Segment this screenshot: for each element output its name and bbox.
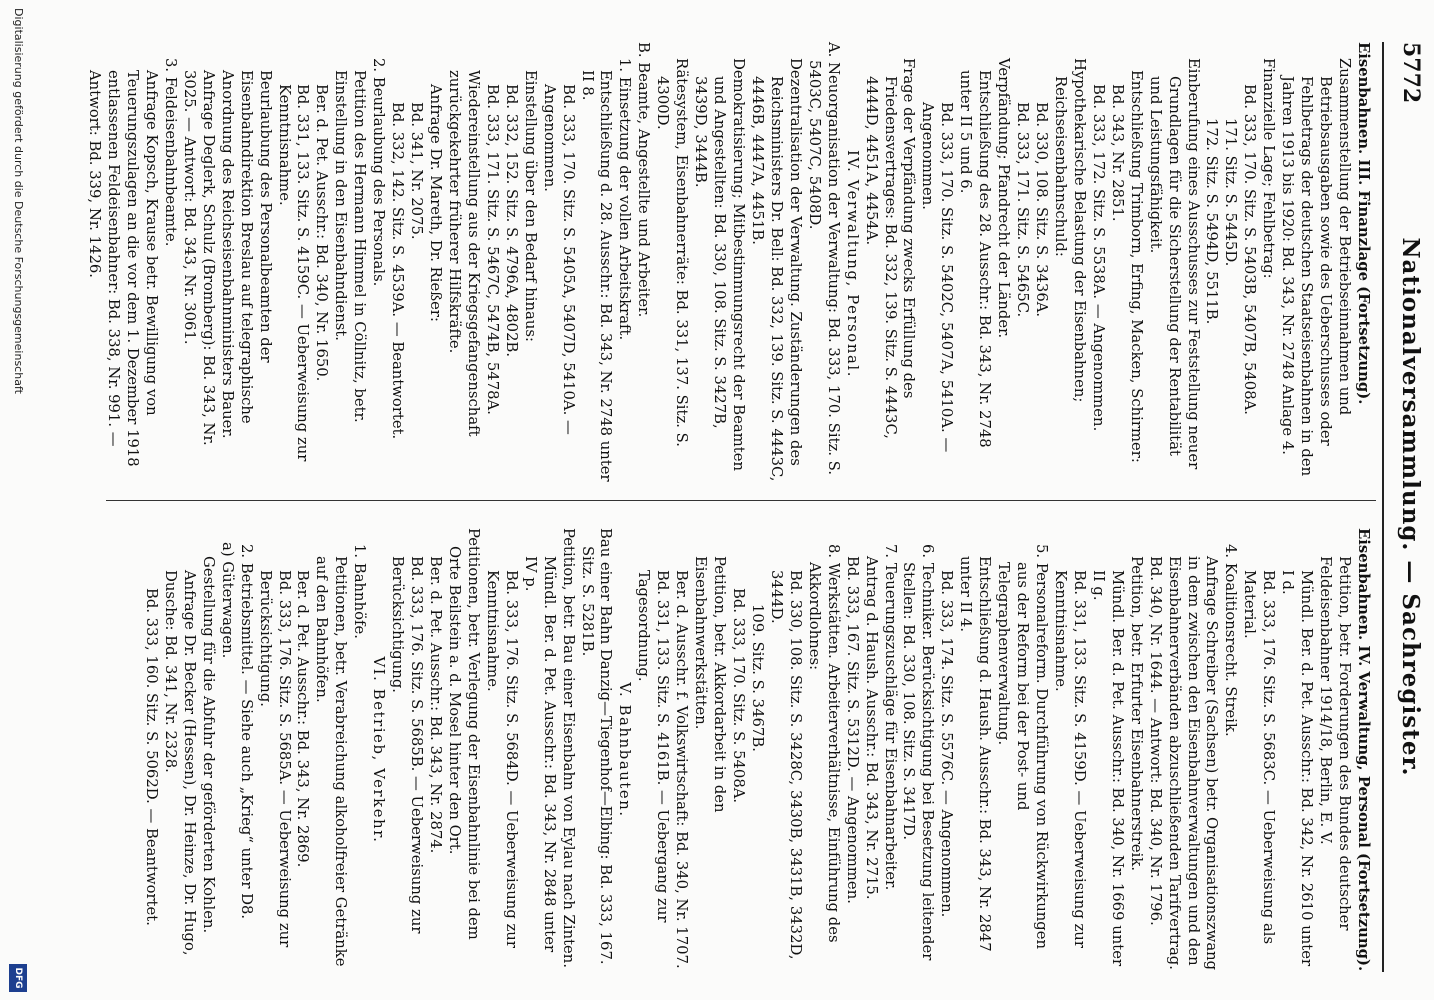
index-entry: Bd. 330, 108. Sitz. S. 3428C, 3430B, 3431B, 3432D, 3444D.: [767, 570, 804, 960]
index-entry: Zusammenstellung der Betriebseinnahmen und Betriebsausgaben sowie des Ueberschusses oder Fehlbetrags der deutschen Staatseisenbahnen in den Jahren 1913 bis 1920: Bd. 343, Nr. 2748 Anlage 4.: [1279, 58, 1354, 477]
index-entry: Verpfändung; Pfandrecht der Länder.: [995, 58, 1013, 339]
index-entry: Bd. 333, 176. Sitz. S. 5684D. — Ueberweisung zur Kenntnisnahme.: [483, 570, 520, 948]
index-entry: Petition, betr. Erfurter Eisenbahnerstreik.: [1127, 556, 1145, 872]
index-entry: Anfrage Deglerk, Schulz (Bromberg): Bd. 343, Nr. 3025. — Antwort: Bd. 343, Nr. 3061.: [180, 70, 217, 446]
index-entry: 109. Sitz. S. 3467B.: [749, 604, 766, 752]
index-entry: Entschließung des 28. Ausschr.: Bd. 343, Nr. 2748 unter II 5 und 6.: [957, 70, 994, 448]
page-header: [1388, 42, 1428, 972]
column-divider: [106, 500, 1376, 501]
index-entry: Mündl. Ber. d. Pet. Ausschr.: Bd. 343, Nr. 2848 unter IV p.: [521, 556, 558, 953]
index-entry: Petitionen, betr. Verlegung der Eisenbahnlinie bei dem Orte Beilstein a. d. Mosel hinter den Ort.: [446, 528, 482, 940]
index-entry: Bd. 333, 171. Sitz. S. 5467C, 5474B, 5478A.: [483, 84, 501, 415]
index-entry: Ber. d. Ausschr. f. Volkswirtschaft: Bd. 340, Nr. 1707.: [673, 570, 691, 969]
index-entry: 5. Personalreform. Durchführung von Rückwirkungen aus der Reform bei der Post- und Telegraphenverwaltung.: [995, 544, 1051, 950]
index-entry: Bau einer Bahn Danzig—Tiegenhof—Elbing: Bd. 333, 167. Sitz. S. 5281B.: [578, 528, 615, 965]
index-entry: Eisenbahnen. III. Finanzlage (Fortsetzung).: [1355, 42, 1372, 405]
index-entry: Anfrage Dr. Becker (Hessen), Dr. Heinze, Dr. Hugo, Dusche: Bd. 341, Nr. 2328.: [161, 570, 198, 956]
index-entry: B. Beamte, Angestellte und Arbeiter.: [635, 42, 653, 318]
index-entry: Ber. d. Pet. Ausschr.: Bd. 343, Nr. 2874.: [427, 556, 445, 854]
index-entry: Ber. d. Pet. Ausschr.: Bd. 343, Nr. 2869.: [294, 570, 312, 868]
index-entry: Eisenbahnen. IV. Verwaltung, Personal (Fortsetzung).: [1355, 528, 1372, 972]
header-rule: [1382, 42, 1384, 972]
index-entry: Bd. 333, 170. Sitz. S. 5408A.: [730, 588, 748, 804]
index-entry: Bd. 333, 160. Sitz. S. 5062D. — Beantwortet.: [143, 588, 160, 926]
index-entry: Demokratisierung; Mitbestimmungsrecht der Beamten und Angestellten: Bd. 330, 108. Sitz. S. 3427B, 3439D, 3444B.: [692, 58, 748, 472]
index-entry: Bd. 331, 133. Sitz. S. 4159C. — Ueberweisung zur Kenntnisnahme.: [275, 84, 312, 462]
index-entry: Petition des Hermann Himmel in Cöllnitz, betr. Einstellung in den Eisenbahndienst.: [332, 70, 369, 423]
index-entry: VI. Betrieb, Verkehr.: [370, 656, 388, 844]
index-entry: 6. Techniker. Berücksichtigung bei Besetzung leitender Stellen: Bd. 330, 108. Sitz. S. 3417D.: [900, 544, 937, 961]
index-entry: Gestellung für die Abfuhr der geförderten Kohlen.: [199, 556, 217, 934]
index-entry: Entschließung Trimborn, Erfing, Macken, Schirmer:: [1127, 70, 1145, 463]
index-entry: V. Bahnbauten.: [616, 682, 634, 818]
index-entry: Bd. 333, 170. Sitz. S. 5403B, 5407B, 5408A.: [1241, 84, 1259, 416]
index-entry: Petition, betr. Bau einer Eisenbahn von Eylau nach Zinten.: [559, 528, 577, 969]
index-entry: Bd. 341, Nr. 2075.: [408, 102, 426, 240]
index-entry: Bd. 330, 108. Sitz. S. 3436A.: [1033, 102, 1051, 318]
index-entry: 1. Einsetzung der vollen Arbeitskraft.: [616, 58, 634, 341]
index-entry: a) Güterwagen.: [218, 542, 236, 659]
index-entry: 2. Betriebsmittel. — Siehe auch „Krieg“ unter D8.: [237, 544, 255, 920]
index-entry: Entschließung d. Haush. Ausschr.: Bd. 343, Nr. 2847 unter II 4.: [957, 556, 994, 952]
index-entry: Dezentralisation der Verwaltung. Zuständerungen des Reichsministers Dr. Bell: Bd. 332, 139. Sitz. S. 4443C, 4446B, 4447A, 4451B.: [749, 58, 804, 482]
index-entry: Bd. 333, 176. Sitz. S. 5685B. — Ueberweisung zur Berücksichtigung.: [389, 556, 426, 934]
index-entry: Bd. 333, 167. Sitz. S. 5312D. — Angenommen.: [843, 556, 861, 904]
index-entry: Bd. 332, 152. Sitz. S. 4796A, 4802B.: [502, 84, 520, 358]
index-entry: Mündl. Ber. d. Pet. Ausschr.: Bd. 342, Nr. 2610 unter I d.: [1279, 570, 1316, 967]
index-entry: Petition, betr. Akkordarbeit in den Eisenbahnwerkstätten.: [692, 556, 729, 813]
index-entry: Bd. 331, 133. Sitz. S. 4159D. — Ueberweisung zur Kenntnisnahme.: [1052, 570, 1088, 948]
index-entry: Bd. 333, 176. Sitz. S. 5683C. — Ueberweisung als Material.: [1241, 570, 1278, 945]
page-number: 5772: [1398, 42, 1424, 104]
index-entry: Bd. 331, 133. Sitz. S. 4161B. — Uebergang zur Tagesordnung.: [635, 570, 672, 923]
index-entry: Anfrage Dr. Mareth, Dr. Rießer:: [427, 84, 445, 322]
index-entry: Frage der Verpfändung zwecks Erfüllung des Friedensvertrages: Bd. 332, 139. Sitz. S. 4443C, 4444D, 4451A, 4454A.: [862, 58, 918, 439]
index-entry: Rätesystem, Eisenbahnerräte: Bd. 331, 137. Sitz. S. 4300D.: [654, 58, 691, 447]
index-entry: 172. Sitz. S. 5494D, 5511B.: [1203, 118, 1221, 325]
dfg-logo: DFG: [9, 964, 27, 992]
index-entry: Bd. 333, 174. Sitz. S. 5576C. — Angenommen.: [938, 570, 956, 918]
index-entry: Mündl. Ber. d. Pet. Ausschr.: Bd. 340, Nr. 1669 unter II g.: [1089, 570, 1126, 967]
digitization-note: Digitalisierung gefördert durch die Deutsche Forschungsgemeinschaft: [12, 8, 25, 394]
index-entry: Wiedereinstellung aus der Kriegsgefangenschaft zurückgekehrter früherer Hilfskräfte.: [446, 70, 482, 437]
index-entry: Finanzielle Lage; Fehlbetrag:: [1260, 58, 1278, 279]
index-entry: Bd. 343, Nr. 2851.: [1108, 84, 1126, 222]
index-entry: 7. Teuerungszuschläge für Eisenbahnarbeiter.: [881, 544, 899, 891]
index-entry: Entschließung d. 28. Ausschr.: Bd. 343, Nr. 2748 unter II 8.: [578, 70, 615, 482]
index-entry: Einberufung eines Ausschusses zur Feststellung neuer Grundlagen für die Sicherstellung der Rentabilität und Leistungsfähigkeit.: [1146, 58, 1202, 470]
index-entry: Antrag d. Haush. Ausschr.: Bd. 343, Nr. 2715.: [862, 556, 880, 900]
index-entry: Bd. 333, 170. Sitz. S. 5402C, 5407A, 5410A. — Angenommen.: [919, 102, 956, 453]
index-entry: Hypothekarische Belastung der Eisenbahnen; Reichseisenbahnschuld:: [1052, 58, 1088, 403]
right-column: [141, 528, 1372, 972]
left-column: [84, 42, 1372, 486]
index-entry: Bd. 333, 176. Sitz. S. 5685A. — Ueberweisung zur Berücksichtigung.: [256, 570, 293, 948]
index-entry: Einstellung über den Bedarf hinaus:: [521, 70, 539, 342]
index-entry: IV. Verwaltung, Personal.: [843, 149, 861, 379]
index-entry: 3. Feldeisenbahnbeamte.: [161, 58, 179, 247]
index-entry: 4. Koalitionsrecht. Streik.: [1222, 544, 1240, 737]
index-entry: Bd. 333, 171. Sitz. S. 5465C.: [1014, 102, 1032, 318]
index-entry: Beurlaubung des Personalbeamten der Eisenbahndirektion Breslau auf telegraphische Anordnung des Reichseisenbahnministers Bauer.: [218, 70, 274, 439]
index-entry: A. Neuorganisation der Verwaltung: Bd. 333, 170. Sitz. S. 5403C, 5407C, 5408D.: [805, 42, 842, 476]
index-entry: Bd. 332, 142. Sitz. S. 4539A. — Beantwortet.: [389, 102, 407, 440]
index-entry: Ber. d. Pet. Ausschr.: Bd. 340, Nr. 1650.: [313, 84, 331, 382]
index-entry: Anfrage Kopsch, Krause betr. Bewilligung von Teuerungszulagen an die vor dem 1. Dezember 1918 entlassenen Feldeisenbahner: Bd. 338, Nr. 991. — Antwort: Bd. 339, Nr. 1426.: [86, 70, 160, 467]
index-entry: 171. Sitz. S. 5445D.: [1222, 118, 1240, 267]
running-head: Nationalversammlung. — Sachregister.: [1397, 237, 1424, 777]
index-entry: Bd. 333, 172. Sitz. S. 5538A. — Angenommen.: [1089, 84, 1107, 432]
index-entry: 1. Bahnhöfe.: [351, 544, 369, 639]
index-entry: Bd. 333, 170. Sitz. S. 5405A, 5407D, 5410A. — Angenommen.: [540, 84, 577, 435]
digitization-footer: [6, 0, 28, 1000]
index-entry: Petition, betr. Forderungen des Bundes deutscher Feldeisenbahner 1914/18, Berlin, E. V.: [1317, 556, 1354, 931]
index-entry: 2. Beurlaubung des Personals.: [370, 58, 388, 287]
index-entry: Petitionen, betr. Verabreichung alkoholfreier Getränke auf den Bahnhöfen.: [313, 556, 350, 967]
index-entry: Anfrage Schreiber (Sachsen) betr. Organisationszwang in dem zwischen den Eisenbahnverwaltungen und den Eisenbahnerverbänden abzuschließenden Tarifvertrag. Bd. 340, Nr. 1644. — Antwort: Bd. 340, Nr. 1796.: [1146, 556, 1221, 971]
index-entry: 8. Werkstätten. Arbeiterverhältnisse, Einführung des Akkordlohnes:: [805, 544, 842, 943]
